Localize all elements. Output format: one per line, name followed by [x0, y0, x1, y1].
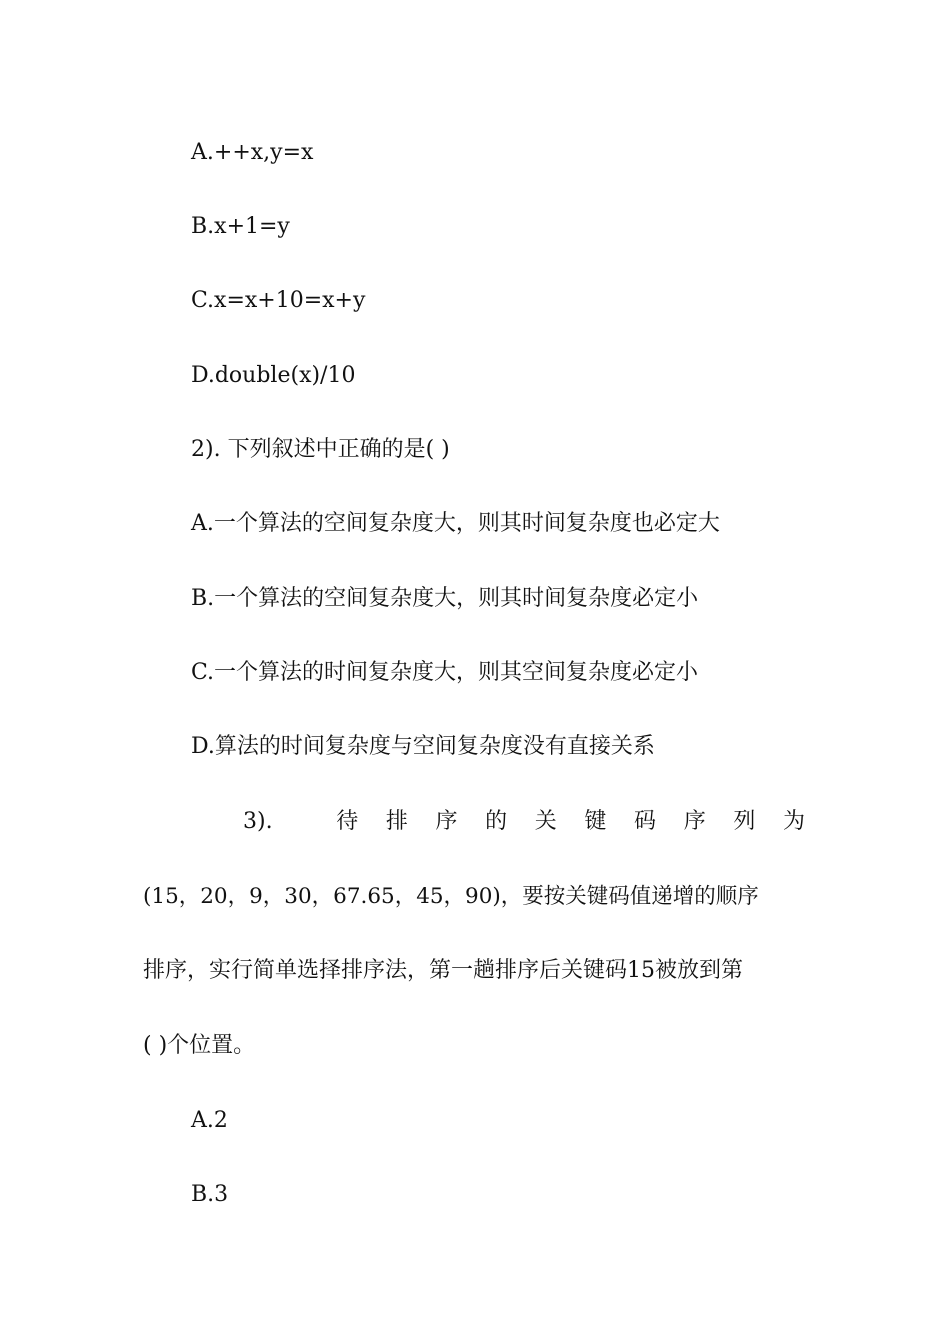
q1-option-c: C.x=x+10=x+y	[191, 288, 366, 313]
q3-word: 为	[782, 809, 805, 834]
q3-word: 列	[733, 809, 756, 834]
q2-stem: 2). 下列叙述中正确的是( )	[191, 437, 450, 462]
q3-number: 3).	[243, 809, 273, 834]
q3-option-a: A.2	[191, 1108, 228, 1133]
q1-option-a: A.++x,y=x	[191, 140, 314, 165]
q1-option-b: B.x+1=y	[191, 214, 290, 239]
q2-option-d: D.算法的时间复杂度与空间复杂度没有直接关系	[191, 734, 655, 759]
q3-word: 排	[385, 809, 408, 834]
q3-word: 待	[336, 809, 359, 834]
q2-option-b: B.一个算法的空间复杂度大，则其时间复杂度必定小	[191, 586, 699, 611]
q3-option-b: B.3	[191, 1182, 229, 1207]
q3-word: 序	[435, 809, 458, 834]
q3-stem-line-3: 排序，实行简单选择排序法，第一趟排序后关键码15被放到第	[143, 958, 743, 983]
q3-stem-line-4: ( )个位置。	[143, 1033, 256, 1058]
q3-stem-line-2: (15，20，9，30，67.65，45，90)，要按关键码值递增的顺序	[143, 884, 759, 909]
q3-word: 的	[485, 809, 508, 834]
q3-word: 码	[634, 809, 657, 834]
q1-option-d: D.double(x)/10	[191, 363, 356, 388]
q2-option-a: A.一个算法的空间复杂度大，则其时间复杂度也必定大	[191, 511, 720, 536]
q2-option-c: C.一个算法的时间复杂度大，则其空间复杂度必定小	[191, 660, 699, 685]
q3-stem-line-1	[243, 807, 805, 837]
q3-word: 键	[584, 809, 607, 834]
q3-word: 序	[683, 809, 706, 834]
q3-word: 关	[534, 809, 557, 834]
